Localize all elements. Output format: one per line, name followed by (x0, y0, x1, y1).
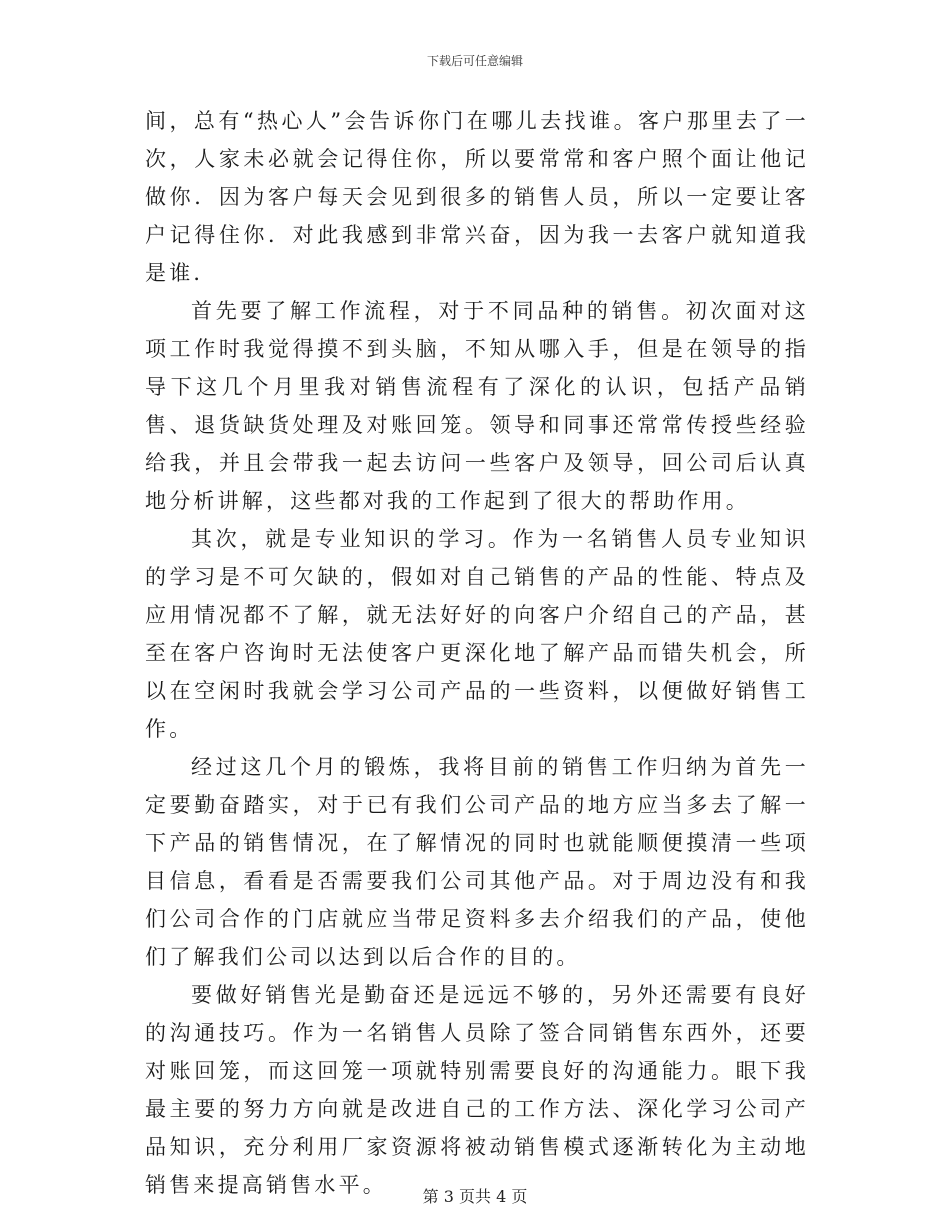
paragraph-product-knowledge: 其次，就是专业知识的学习。作为一名销售人员专业知识的学习是不可欠缺的，假如对自己销售的产品的性能、特点及应用情况都不了解，就无法好好的向客户介绍自己的产品，甚至在客户咨询时无法使客户更深化地了解产品而错失机会，所以在空闲时我就会学习公司产品的一些资料，以便做好销售工作。 (145, 527, 809, 741)
page-number: 第 3 页共 4 页 (422, 1187, 528, 1206)
document-body (145, 102, 809, 1204)
paragraph-summary: 经过这几个月的锻炼，我将目前的销售工作归纳为首先一定要勤奋踏实，对于已有我们公司产品的地方应当多去了解一下产品的销售情况，在了解情况的同时也就能顺便摸清一些项目信息，看看是否需要我们公司其他产品。对于周边没有和我们公司合作的门店就应当带足资料多去介绍我们的产品，使他们了解我们公司以达到以后合作的目的。 (145, 755, 809, 969)
paragraph-communication: 要做好销售光是勤奋还是远远不够的，另外还需要有良好的沟通技巧。作为一名销售人员除了签合同销售东西外，还要对账回笼，而这回笼一项就特别需要良好的沟通能力。眼下我最主要的努力方向就是改进自己的工作方法、深化学习公司产品知识，充分利用厂家资源将被动销售模式逐渐转化为主动地销售来提高销售水平。 (145, 983, 809, 1197)
paragraph-continued: 间，总有“热心人”会告诉你门在哪儿去找谁。客户那里去了一次，人家未必就会记得住你，所以要常常和客户照个面让他记做你．因为客户每天会见到很多的销售人员，所以一定要让客户记得住你．对此我感到非常兴奋，因为我一去客户就知道我是谁． (145, 109, 809, 285)
page-header: 下载后可任意编辑 (426, 54, 523, 68)
paragraph-workflow: 首先要了解工作流程，对于不同品种的销售。初次面对这项工作时我觉得摸不到头脑，不知从哪入手，但是在领导的指导下这几个月里我对销售流程有了深化的认识，包括产品销售、退货缺货处理及对账回笼。领导和同事还常常传授些经验给我，并且会带我一起去访问一些客户及领导，回公司后认真地分析讲解，这些都对我的工作起到了很大的帮助作用。 (145, 299, 809, 513)
